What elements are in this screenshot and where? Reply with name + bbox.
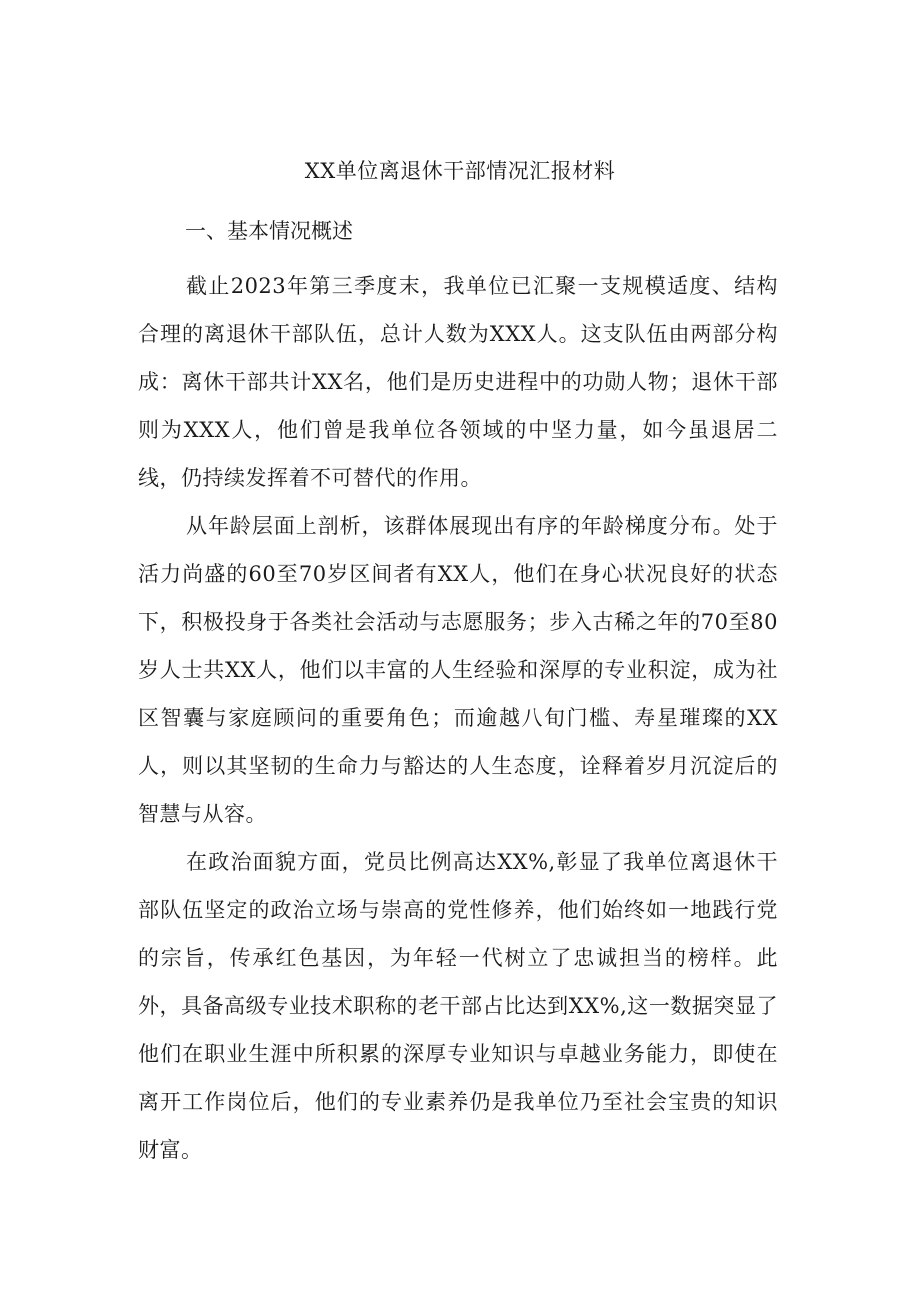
paragraph-age-distribution: 从年龄层面上剖析，该群体展现出有序的年龄梯度分布。处于活力尚盛的60至70岁区间者有XX人，他们在身心状况良好的状态下，积极投身于各类社会活动与志愿服务；步入古稀之年的70至80岁人士共XX人，他们以丰富的人生经验和深厚的专业积淀，成为社区智囊与家庭顾问的重要角色；而逾越八旬门槛、寿星璀璨的XX人，则以其坚韧的生命力与豁达的人生态度，诠释着岁月沉淀后的智慧与从容。 xyxy=(138,514,778,826)
paragraph-political-status: 在政治面貌方面，党员比例高达XX%,彰显了我单位离退休干部队伍坚定的政治立场与崇高的党性修养，他们始终如一地践行党的宗旨，传承红色基因，为年轻一代树立了忠诚担当的榜样。此外，具备高级专业技术职称的老干部占比达到XX%,这一数据突显了他们在职业生涯中所积累的深厚专业知识与卓越业务能力，即使在离开工作岗位后，他们的专业素养仍是我单位乃至社会宝贵的知识财富。 xyxy=(138,850,778,1162)
paragraph-overview: 截止2023年第三季度末，我单位已汇聚一支规模适度、结构合理的离退休干部队伍，总计人数为XXX人。这支队伍由两部分构成：离休干部共计XX名，他们是历史进程中的功勋人物；退休干部则为XXX人，他们曾是我单位各领域的中坚力量，如今虽退居二线，仍持续发挥着不可替代的作用。 xyxy=(138,274,778,490)
section-heading: 一、基本情况概述 xyxy=(185,219,353,243)
document-title: XX单位离退休干部情况汇报材料 xyxy=(304,159,616,183)
